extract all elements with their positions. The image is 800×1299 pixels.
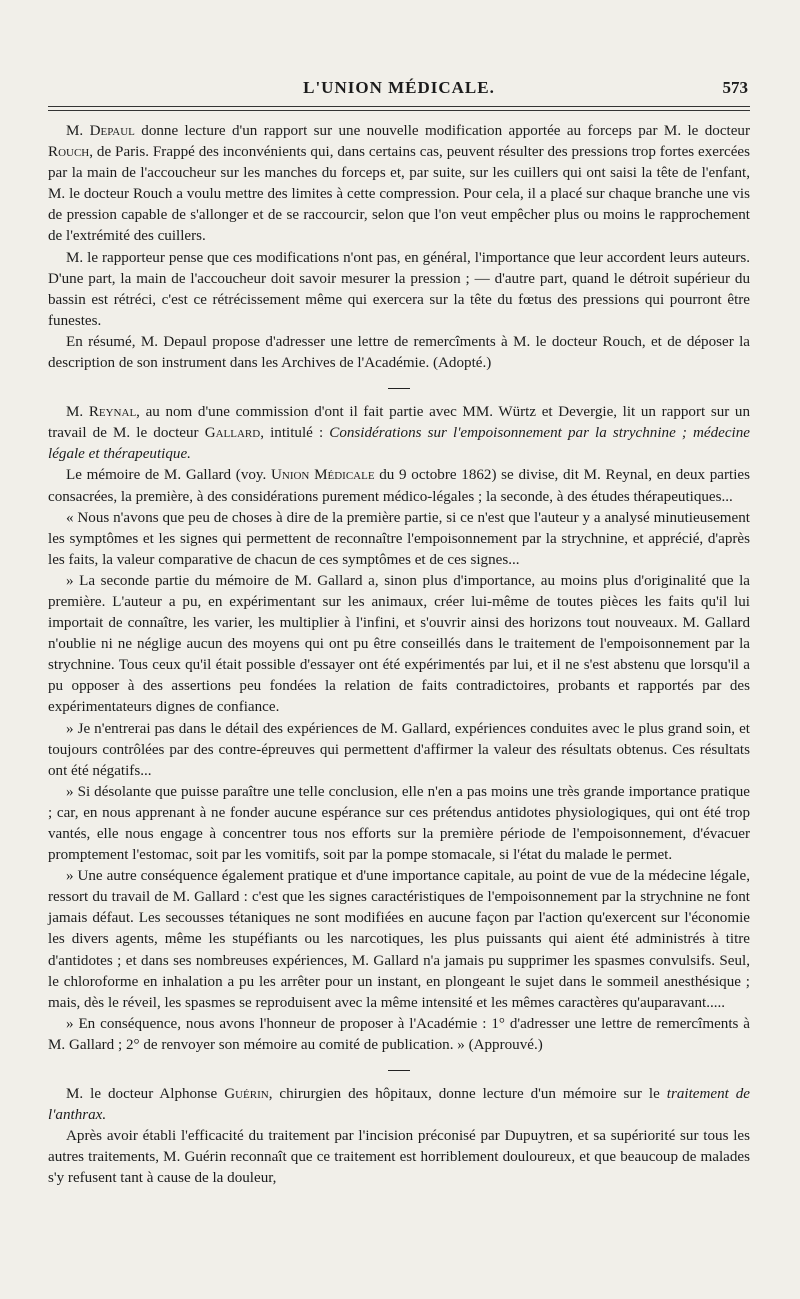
person-name: Gallard bbox=[204, 425, 261, 442]
journal-reference: Union Médicale bbox=[270, 467, 375, 484]
paragraph-proposal: » En conséquence, nous avons l'honneur de proposer à l'Académie : 1° d'adresser une lettre de remercîments à M. Gallard ; 2° de renvoyer son mémoire au comité de publication. » (Approuvé.) bbox=[48, 1015, 750, 1053]
paragraph-reynal-report: M. Reynal, au nom d'une commission d'ont il fait partie avec MM. Würtz et Devergie, lit un rapport sur un travail de M. le docteur Gallard, intitulé : Considérations sur l'empoisonnement par la strychnine ; médecine légale et thérapeutique. bbox=[48, 404, 750, 463]
page-number: 573 bbox=[722, 78, 748, 97]
paragraph-rapporteur-opinion: M. le rapporteur pense que ces modifications n'ont pas, en général, l'importance que leur accordent leurs auteurs. D'une part, la main de l'accoucheur doit savoir mesurer la pression ; — d'autre part, quand le détroit supérieur du bassin est rétréci, c'est ce rétrécissement même qui exercera sur la tête du fœtus des pressions qui pourront être funestes. bbox=[48, 249, 750, 329]
lecture-topic: traitement de l'anthrax. bbox=[48, 1086, 751, 1124]
paragraph-memoire-summary: Le mémoire de M. Gallard (voy. Union Médicale du 9 octobre 1862) se divise, dit M. Reynal, en deux parties consacrées, la première, à des considérations purement médico-légales ; la seconde, à des études thérapeutiques... bbox=[48, 467, 750, 505]
paragraph-resume: En résumé, M. Depaul propose d'adresser une lettre de remercîments à M. le docteur Rouch, et de déposer la description de son instrument dans les Archives de l'Académie. (Adopté.) bbox=[48, 333, 750, 372]
paragraph-second-part: » La seconde partie du mémoire de M. Gallard a, sinon plus d'importance, au moins plus d'originalité que la première. L'auteur a pu, en expérimentant sur les animaux, créer lui-même de toutes pièces les faits qu'il lui importait de connaître, les varier, les multiplier à l'infini, et s'ouvrir ainsi des horizons tout nouveaux. M. Gallard n'oublie ni ne néglige aucun des moyens qui ont pu être conseillés dans le traitement de l'empoisonnement par la strychnine. Tous ceux qu'il était possible d'essayer ont été expérimentés par lui, et il ne s'est abstenu que lorsqu'il a pu opposer à des assertions peu fondées la relation de faits contradictoires, probants et rapportés par des expérimentateurs dignes de confiance. bbox=[48, 572, 750, 716]
paragraph-experiments: » Je n'entrerai pas dans le détail des expériences de M. Gallard, expériences conduites avec le plus grand soin, et toujours contrôlées par des contre-épreuves qui permettent d'affirmer la valeur des résultats obtenus. Ces résultats ont été négatifs... bbox=[48, 720, 750, 779]
header-rule-bottom bbox=[48, 110, 750, 111]
section-separator bbox=[48, 378, 750, 396]
person-name: Rouch bbox=[48, 144, 90, 161]
speaker-name: Reynal bbox=[88, 404, 137, 421]
paragraph-depaul-report: M. Depaul donne lecture d'un rapport sur une nouvelle modification apportée au forceps par M. le docteur Rouch, de Paris. Frappé des inconvénients qui, dans certains cas, peuvent résulter des pressions trop fortes exercées par la main de l'accoucheur sur les manches du forceps et, par suite, sur les cuillers qui ont saisi la tête de l'enfant, M. le docteur Rouch a voulu mettre des limites à cette compression. Pour cela, il a placé sur chaque branche une vis de pression capable de s'allonger et de se raccourcir, selon que l'on veut empêcher plus ou moins le rapprochement de l'extrémité des cuillers. bbox=[48, 123, 750, 245]
paragraph-first-part: « Nous n'avons que peu de choses à dire de la première partie, si ce n'est que l'auteur y a analysé minutieusement les symptômes et les signes qui permettent de reconnaître l'empoisonnement par la strychnine, et apprécié, d'après les faits, la valeur comparative de chacun de ces symptômes et de ces signes... bbox=[48, 509, 750, 568]
speaker-name: M. Depaul bbox=[66, 123, 135, 139]
header-rule-top bbox=[48, 106, 750, 107]
journal-title: L'UNION MÉDICALE. bbox=[303, 78, 495, 97]
running-header bbox=[48, 78, 750, 102]
article-body bbox=[48, 121, 750, 1190]
article-title: Considérations sur l'empoisonnement par la strychnine ; médecine légale et thérapeutique. bbox=[48, 425, 750, 463]
speaker-name: Guérin bbox=[224, 1086, 269, 1103]
paragraph-guerin-lecture: M. le docteur Alphonse Guérin, chirurgien des hôpitaux, donne lecture d'un mémoire sur le traitement de l'anthrax. bbox=[48, 1086, 751, 1124]
paragraph-legal-medicine: » Une autre conséquence également pratique et d'une importance capitale, au point de vue de la médecine légale, ressort du travail de M. Gallard : c'est que les signes caractéristiques de l'empoisonnement par la strychnine ne font jamais défaut. Les secousses tétaniques ne sont modifiées en aucune façon par l'action qu'exercent sur l'économie les divers agents, même les stupéfiants ou les narcotiques, les plus puissants qui aient été administrés à titre d'antidotes ; et dans ses nombreuses expériences, M. Gallard n'a jamais pu supprimer les spasmes convulsifs. Seul, le chloroforme en inhalation a pu les arrêter pour un instant, en plongeant le sujet dans le sommeil anesthésique ; mais, dès le réveil, les spasmes se reproduisent avec la même intensité et les mêmes caractères qu'auparavant..... bbox=[48, 868, 750, 1011]
paragraph-anthrax-treatment: Après avoir établi l'efficacité du traitement par l'incision préconisé par Dupuytren, et sa supériorité sur tous les autres traitements, M. Guérin reconnaît que ce traitement est horriblement douloureux, et que beaucoup de malades s'y refusent tant à cause de la douleur, bbox=[48, 1128, 750, 1187]
paragraph-conclusion: » Si désolante que puisse paraître une telle conclusion, elle n'en a pas moins une très grande importance pratique ; car, en nous apprenant à ne fonder aucune espérance sur ces prétendus antidotes physiologiques, qui ont été trop vantés, elle nous engage à concentrer tous nos efforts sur la première période de l'empoisonnement, d'évacuer promptement l'estomac, soit par les vomitifs, soit par la pompe stomacale, si l'état du malade le permet. bbox=[48, 783, 750, 864]
section-separator bbox=[48, 1060, 750, 1078]
